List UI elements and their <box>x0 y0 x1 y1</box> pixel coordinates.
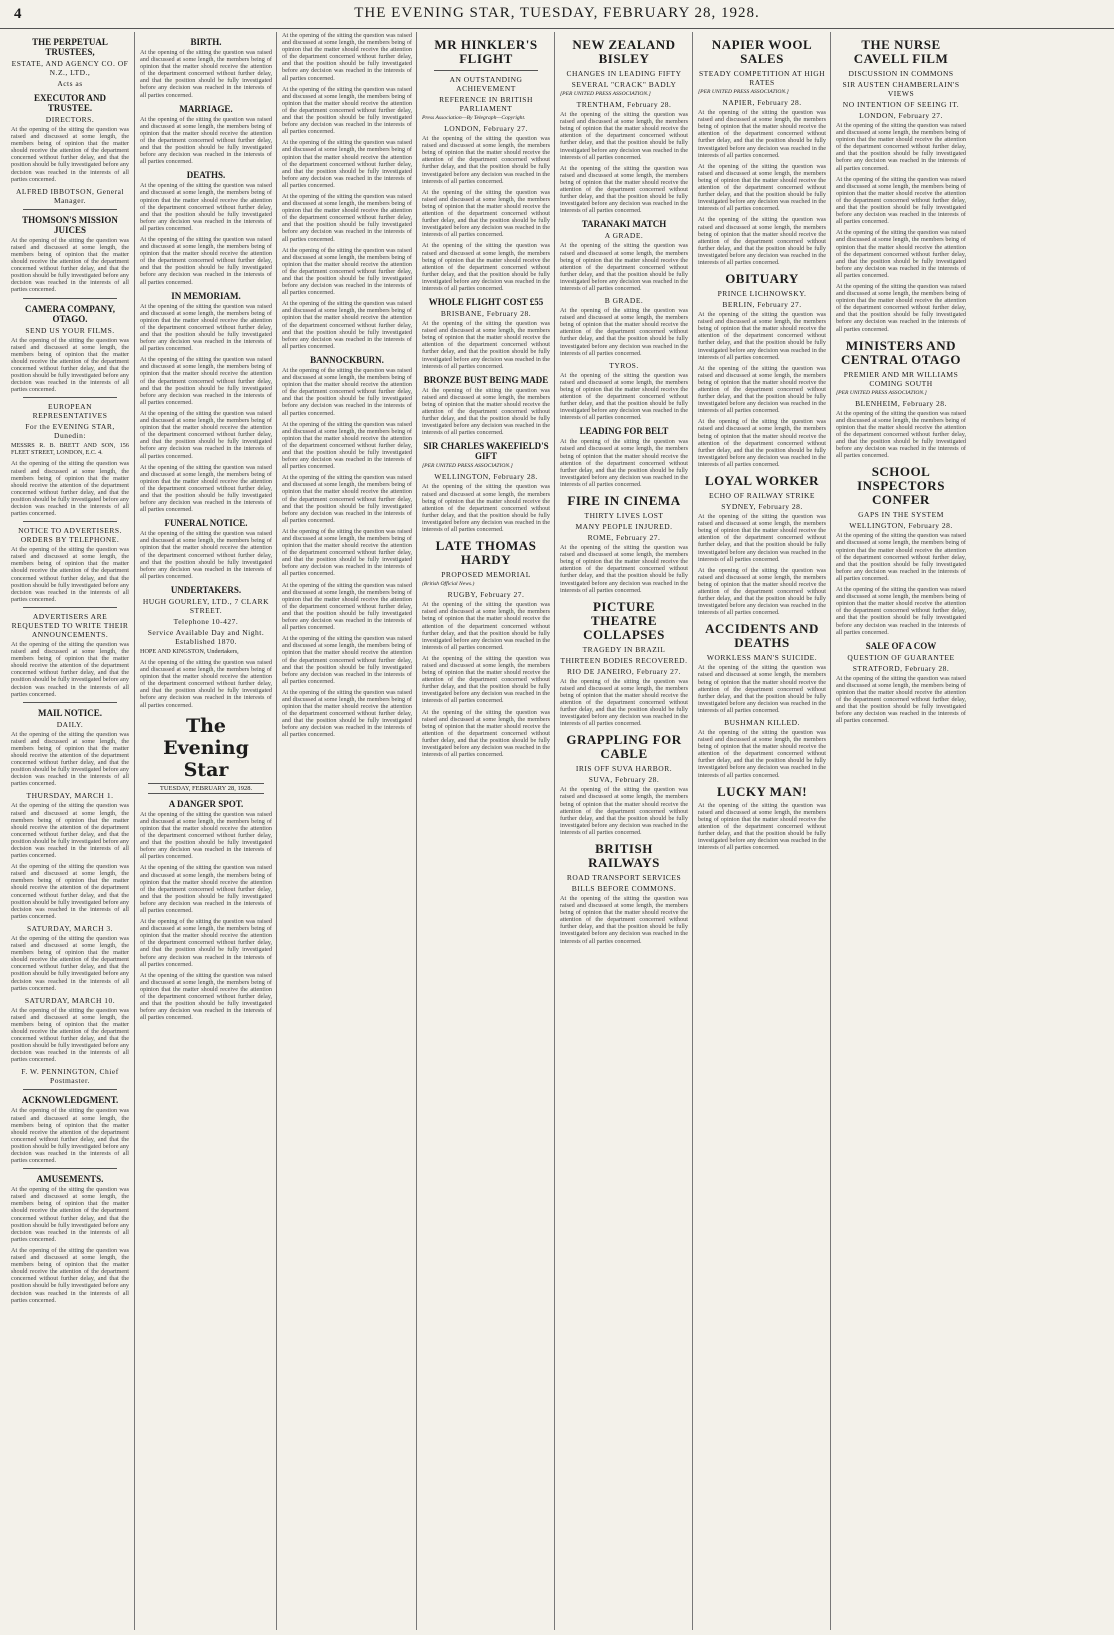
taranaki-heading: TARANAKI MATCH <box>581 219 667 230</box>
bannockburn-heading: BANNOCKBURN. <box>310 354 384 365</box>
school-sub: GAPS IN THE SYSTEM <box>858 510 944 520</box>
memoriam-text-4: At the opening of the sitting the question was raised and discussed at some length, the members being of opinion that the matter should receive the attention of the department concerned without further delay, and that the position should be fully investigated before any decision was reached in the interests of all parties concerned. <box>140 463 272 514</box>
cavell-sub: DISCUSSION IN COMMONS <box>848 69 954 78</box>
wool-text-3: At the opening of the sitting the question was raised and discussed at some length, the members being of opinion that the matter should receive the attention of the department concerned without further delay, and that the position should be fully investigated before any decision was reached in the interests of all parties concerned. <box>698 216 826 266</box>
brisbane-dateline: BRISBANE, February 28. <box>440 309 532 319</box>
wool-text-2: At the opening of the sitting the question was raised and discussed at some length, the members being of opinion that the matter should receive the attention of the department concerned without further delay, and that the position should be fully investigated before any decision was reached in the interests of all parties concerned. <box>698 162 826 213</box>
obituary-sub: PRINCE LICHNOWSKY. <box>717 289 807 299</box>
wool-text: At the opening of the sitting the question was raised and discussed at some length, the members being of opinion that the matter should receive the attention of the department concerned without further delay, and that the position should be fully investigated before any decision was reached in the interests of all parties concerned. <box>698 109 826 159</box>
picture-sub-2: THIRTEEN BODIES RECOVERED. <box>560 655 688 665</box>
editorial-cont-text-4: At the opening of the sitting the question was raised and discussed at some length, the members being of opinion that the matter should receive the attention of the department concerned without further delay, and that the position should be fully investigated before any decision was reached in the interests of all parties concerned. <box>282 192 412 243</box>
wellington-dateline-2: WELLINGTON, February 28. <box>849 521 953 531</box>
perpetual-sub: ESTATE, AND AGENCY CO. OF N.Z., LTD., <box>11 59 129 77</box>
manager: ALFRED IBBOTSON, General Manager. <box>15 186 125 205</box>
deaths-text: At the opening of the sitting the question was raised and discussed at some length, the members being of opinion that the matter should receive the attention of the department concerned without further delay, and that the position should be fully investigated before any decision was reached in the interests of all parties concerned. <box>140 182 272 232</box>
grappling-sub: IRIS OFF SUVA HARBOR. <box>575 764 673 774</box>
whole-flight-text: At the opening of the sitting the question was raised and discussed at some length, the members being of opinion that the matter should receive the attention of the department concerned without further delay, and that the position should be fully investigated before any decision was reached in the interests of all parties concerned. <box>422 320 550 370</box>
rio-dateline: RIO DE JANEIRO, February 27. <box>567 666 681 676</box>
editorial-cont-text-2: At the opening of the sitting the question was raised and discussed at some length, the members being of opinion that the matter should receive the attention of the department concerned without further delay, and that the position should be fully investigated before any decision was reached in the interests of all parties concerned. <box>282 85 412 136</box>
tyros: TYROS. <box>609 360 639 370</box>
deaths-text-2: At the opening of the sitting the question was raised and discussed at some length, the members being of opinion that the matter should receive the attention of the department concerned without further delay, and that the position should be fully investigated before any decision was reached in the interests of all parties concerned. <box>140 235 272 286</box>
paper-masthead-date: TUESDAY, FEBRUARY 28, 1928. <box>148 783 264 794</box>
ministers-heading: MINISTERS AND CENTRAL OTAGO <box>840 337 962 367</box>
memoriam-text-3: At the opening of the sitting the question was raised and discussed at some length, the members being of opinion that the matter should receive the attention of the department concerned without further delay, and that the position should be fully investigated before any decision was reached in the interests of all parties concerned. <box>140 409 272 460</box>
bannockburn-text-3: At the opening of the sitting the question was raised and discussed at some length, the members being of opinion that the matter should receive the attention of the department concerned without further delay, and that the position should be fully investigated before any decision was reached in the interests of all parties concerned. <box>282 474 412 524</box>
loyal-text: At the opening of the sitting the question was raised and discussed at some length, the members being of opinion that the matter should receive the attention of the department concerned without further delay, and that the position should be fully investigated before any decision was reached in the interests of all parties concerned. <box>698 513 826 563</box>
camera-text: At the opening of the sitting the question was raised and discussed at some length, the members being of opinion that the matter should receive the attention of the department concerned without further delay, and that the position should be fully investigated before any decision was reached in the interests of all parties concerned. <box>11 336 129 394</box>
marriage-heading: MARRIAGE. <box>179 103 233 114</box>
wellington-dateline: WELLINGTON, February 28. <box>434 472 538 482</box>
hardy-text-3: At the opening of the sitting the question was raised and discussed at some length, the members being of opinion that the matter should receive the attention of the department concerned without further delay, and that the position should be fully investigated before any decision was reached in the interests of all parties concerned. <box>422 708 550 759</box>
hardy-text-2: At the opening of the sitting the question was raised and discussed at some length, the members being of opinion that the matter should receive the attention of the department concerned without further delay, and that the position should be fully investigated before any decision was reached in the interests of all parties concerned. <box>422 654 550 705</box>
cavell-text-3: At the opening of the sitting the question was raised and discussed at some length, the members being of opinion that the matter should receive the attention of the department concerned without further delay, and that the position should be fully investigated before any decision was reached in the interests of all parties concerned. <box>836 229 966 279</box>
railways-heading: BRITISH RAILWAYS <box>588 841 660 870</box>
notice-advertisers: NOTICE TO ADVERTISERS. ORDERS BY TELEPHONE. <box>18 526 122 545</box>
hardy-source: (British Official News.) <box>422 581 475 588</box>
hinkler-text: At the opening of the sitting the question was raised and discussed at some length, the members being of opinion that the matter should receive the attention of the department concerned without further delay, and that the position should be fully investigated before any decision was reached in the interests of all parties concerned. <box>422 135 550 185</box>
bronze-heading: BRONZE BUST BEING MADE <box>423 374 549 385</box>
fire-heading: FIRE IN CINEMA <box>567 493 681 509</box>
bannockburn-text-5: At the opening of the sitting the question was raised and discussed at some length, the members being of opinion that the matter should receive the attention of the department concerned without further delay, and that the position should be fully investigated before any decision was reached in the interests of all parties concerned. <box>282 581 412 632</box>
advertisers-text: At the opening of the sitting the question was raised and discussed at some length, the members being of opinion that the matter should receive the attention of the department concerned without further delay, and that the position should be fully investigated before any decision was reached in the interests of all parties concerned. <box>11 640 129 698</box>
mail-thursday-text: At the opening of the sitting the question was raised and discussed at some length, the members being of opinion that the matter should receive the attention of the department concerned without further delay, and that the position should be fully investigated before any decision was reached in the interests of all parties concerned. <box>11 802 129 860</box>
cavell-sub-3: NO INTENTION OF SEEING IT. <box>842 100 960 109</box>
cavell-text-4: At the opening of the sitting the question was raised and discussed at some length, the members being of opinion that the matter should receive the attention of the department concerned without further delay, and that the position should be fully investigated before any decision was reached in the interests of all parties concerned. <box>836 282 966 333</box>
mail-saturday-10: SATURDAY, MARCH 10. <box>24 995 116 1005</box>
berlin-dateline: BERLIN, February 27. <box>722 300 802 310</box>
gourley-tel: Telephone 10-427. <box>173 616 239 626</box>
loyal-heading: LOYAL WORKER <box>704 473 819 489</box>
euro-heading: EUROPEAN REPRESENTATIVES <box>32 402 108 421</box>
funeral-text: At the opening of the sitting the question was raised and discussed at some length, the members being of opinion that the matter should receive the attention of the department concerned without further delay, and that the position should be fully investigated before any decision was reached in the interests of all parties concerned. <box>140 530 272 580</box>
railways-text: At the opening of the sitting the question was raised and discussed at some length, the members being of opinion that the matter should receive the attention of the department concerned without further delay, and that the position should be fully investigated before any decision was reached in the interests of all parties concerned. <box>560 895 688 945</box>
sydney-dateline: SYDNEY, February 28. <box>721 502 803 512</box>
ministers-source: [PER UNITED PRESS ASSOCIATION.] <box>836 389 927 396</box>
euro-firm: MESSRS R. B. BRETT AND SON, 156 FLEET STREET, LONDON, E.C. 4. <box>11 442 129 457</box>
school-text-2: At the opening of the sitting the question was raised and discussed at some length, the members being of opinion that the matter should receive the attention of the department concerned without further delay, and that the position should be fully investigated before any decision was reached in the interests of all parties concerned. <box>836 586 966 636</box>
deaths-heading: DEATHS. <box>186 170 226 181</box>
memoriam-heading: IN MEMORIAM. <box>171 290 241 301</box>
hinkler-source: Press Association—By Telegraph—Copyright. <box>422 115 526 121</box>
rugby-dateline: RUGBY, February 27. <box>447 590 525 600</box>
london-dateline: LONDON, February 27. <box>859 111 943 120</box>
memoriam-text-2: At the opening of the sitting the question was raised and discussed at some length, the members being of opinion that the matter should receive the attention of the department concerned without further delay, and that the position should be fully investigated before any decision was reached in the interests of all parties concerned. <box>140 356 272 406</box>
masthead-title: THE EVENING STAR, TUESDAY, FEBRUARY 28, 1928. <box>354 5 760 21</box>
belt-text: At the opening of the sitting the question was raised and discussed at some length, the members being of opinion that the matter should receive the attention of the department concerned without further delay, and that the position should be fully investigated before any decision was reached in the interests of all parties concerned. <box>560 438 688 488</box>
perpetual-acts: Acts as <box>57 79 83 88</box>
workless-text: At the opening of the sitting the question was raised and discussed at some length, the members being of opinion that the matter should receive the attention of the department concerned without further delay, and that the position should be fully investigated before any decision was reached in the interests of all parties concerned. <box>698 664 826 714</box>
column-1 <box>6 32 134 1630</box>
railways-sub: ROAD TRANSPORT SERVICES <box>566 873 682 882</box>
cavell-text-2: At the opening of the sitting the question was raised and discussed at some length, the members being of opinion that the matter should receive the attention of the department concerned without further delay, and that the position should be fully investigated before any decision was reached in the interests of all parties concerned. <box>836 175 966 226</box>
editorial-cont-text-3: At the opening of the sitting the question was raised and discussed at some length, the members being of opinion that the matter should receive the attention of the department concerned without further delay, and that the position should be fully investigated before any decision was reached in the interests of all parties concerned. <box>282 139 412 189</box>
column-3 <box>276 32 417 1630</box>
hinkler-heading: MR HINKLER'S FLIGHT <box>434 37 538 66</box>
hope-kingston: HOPE AND KINGSTON, Undertakers, <box>140 647 239 655</box>
editorial-heading: A DANGER SPOT. <box>168 798 244 809</box>
cavell-heading: THE NURSE CAVELL FILM <box>853 37 949 66</box>
undertakers-heading: UNDERTAKERS. <box>170 584 242 595</box>
lucky-heading: LUCKY MAN! <box>716 783 808 799</box>
funeral-heading: FUNERAL NOTICE. <box>164 518 248 529</box>
hinkler-text-2: At the opening of the sitting the question was raised and discussed at some length, the members being of opinion that the matter should receive the attention of the department concerned without further delay, and that the position should be fully investigated before any decision was reached in the interests of all parties concerned. <box>422 188 550 239</box>
postmaster: F. W. PENNINGTON, Chief Postmaster. <box>21 1067 119 1086</box>
mail-thursday: THURSDAY, MARCH 1. <box>26 791 114 801</box>
hinkler-text-3: At the opening of the sitting the question was raised and discussed at some length, the members being of opinion that the matter should receive the attention of the department concerned without further delay, and that the position should be fully investigated before any decision was reached in the interests of all parties concerned. <box>422 242 550 292</box>
b-grade-text: At the opening of the sitting the question was raised and discussed at some length, the members being of opinion that the matter should receive the attention of the department concerned without further delay, and that the position should be fully investigated before any decision was reached in the interests of all parties concerned. <box>560 307 688 357</box>
wakefield-source: [PER UNITED PRESS ASSOCIATION.] <box>422 463 513 470</box>
obituary-heading: OBITUARY <box>725 271 799 287</box>
fire-sub-2: MANY PEOPLE INJURED. <box>575 522 673 532</box>
marriage-text: At the opening of the sitting the question was raised and discussed at some length, the members being of opinion that the matter should receive the attention of the department concerned without further delay, and that the position should be fully investigated before any decision was reached in the interests of all parties concerned. <box>140 115 272 166</box>
napier-dateline: NAPIER, February 28. <box>722 98 802 108</box>
grappling-heading: GRAPPLING FOR CABLE <box>566 732 682 762</box>
advertisers-requested: ADVERTISERS ARE REQUESTED TO WRITE THEIR ANNOUNCEMENTS. <box>11 611 129 639</box>
bisley-source: [PER UNITED PRESS ASSOCIATION.] <box>560 91 651 97</box>
column-4 <box>416 32 555 1630</box>
b-grade: B GRADE. <box>604 296 644 306</box>
ack-heading: ACKNOWLEDGMENT. <box>21 1095 119 1106</box>
thomson-text: At the opening of the sitting the question was raised and discussed at some length, the members being of opinion that the matter should receive the attention of the department concerned without further delay, and that the position should be fully investigated before any decision was reached in the interests of all parties concerned. <box>11 236 129 294</box>
directors-text: At the opening of the sitting the question was raised and discussed at some length, the members being of opinion that the matter should receive the attention of the department concerned without further delay, and that the position should be fully investigated before any decision was reached in the interests of all parties concerned. <box>11 126 129 183</box>
bronze-text: At the opening of the sitting the question was raised and discussed at some length, the members being of opinion that the matter should receive the attention of the department concerned without further delay, and that the position should be fully investigated before any decision was reached in the interests of all parties concerned. <box>422 386 550 437</box>
lucky-text: At the opening of the sitting the question was raised and discussed at some length, the members being of opinion that the matter should receive the attention of the department concerned without further delay, and that the position should be fully investigated before any decision was reached in the interests of all parties concerned. <box>698 801 826 852</box>
editorial-cont-text: At the opening of the sitting the question was raised and discussed at some length, the members being of opinion that the matter should receive the attention of the department concerned without further delay, and that the position should be fully investigated before any decision was reached in the interests of all parties concerned. <box>282 32 412 82</box>
bisley-heading: NEW ZEALAND BISLEY <box>572 37 676 66</box>
notice-text: At the opening of the sitting the question was raised and discussed at some length, the members being of opinion that the matter should receive the attention of the department concerned without further delay, and that the position should be fully investigated before any decision was reached in the interests of all parties concerned. <box>11 546 129 603</box>
birth-text: At the opening of the sitting the question was raised and discussed at some length, the members being of opinion that the matter should receive the attention of the department concerned without further delay, and that the position should be fully investigated before any decision was reached in the interests of all parties concerned. <box>140 49 272 99</box>
bushman-sub: BUSHMAN KILLED. <box>724 718 800 727</box>
loyal-text-2: At the opening of the sitting the question was raised and discussed at some length, the members being of opinion that the matter should receive the attention of the department concerned without further delay, and that the position should be fully investigated before any decision was reached in the interests of all parties concerned. <box>698 566 826 617</box>
ack-text: At the opening of the sitting the question was raised and discussed at some length, the members being of opinion that the matter should receive the attention of the department concerned without further delay, and that the position should be fully investigated before any decision was reached in the interests of all parties concerned. <box>11 1107 129 1165</box>
amusements-text: At the opening of the sitting the question was raised and discussed at some length, the members being of opinion that the matter should receive the attention of the department concerned without further delay, and that the position should be fully investigated before any decision was reached in the interests of all parties concerned. <box>11 1186 129 1243</box>
blenheim-dateline: BLENHEIM, February 28. <box>855 398 947 408</box>
ministers-sub: PREMIER AND MR WILLIAMS COMING SOUTH <box>843 369 959 388</box>
obituary-text-3: At the opening of the sitting the question was raised and discussed at some length, the members being of opinion that the matter should receive the attention of the department concerned without further delay, and that the position should be fully investigated before any decision was reached in the interests of all parties concerned. <box>698 418 826 468</box>
bannockburn-text: At the opening of the sitting the question was raised and discussed at some length, the members being of opinion that the matter should receive the attention of the department concerned without further delay, and that the position should be fully investigated before any decision was reached in the interests of all parties concerned. <box>282 366 412 417</box>
mail-saturday-3-text: At the opening of the sitting the question was raised and discussed at some length, the members being of opinion that the matter should receive the attention of the department concerned without further delay, and that the position should be fully investigated before any decision was reached in the interests of all parties concerned. <box>11 934 129 992</box>
mail-thursday-text-2: At the opening of the sitting the question was raised and discussed at some length, the members being of opinion that the matter should receive the attention of the department concerned without further delay, and that the position should be fully investigated before any decision was reached in the interests of all parties concerned. <box>11 863 129 920</box>
cow-heading: SALE OF A COW <box>865 640 937 651</box>
thomson-heading: THOMSON'S MISSION JUICES <box>22 214 118 235</box>
hinkler-sub: AN OUTSTANDING ACHIEVEMENT <box>449 75 523 93</box>
bannockburn-text-2: At the opening of the sitting the question was raised and discussed at some length, the members being of opinion that the matter should receive the attention of the department concerned without further delay, and that the position should be fully investigated before any decision was reached in the interests of all parties concerned. <box>282 420 412 471</box>
wool-source: [PER UNITED PRESS ASSOCIATION.] <box>698 89 789 95</box>
directors-label: DIRECTORS. <box>45 115 95 124</box>
loyal-sub: ECHO OF RAILWAY STRIKE <box>709 491 815 501</box>
fire-text: At the opening of the sitting the question was raised and discussed at some length, the members being of opinion that the matter should receive the attention of the department concerned without further delay, and that the position should be fully investigated before any decision was reached in the interests of all parties concerned. <box>560 544 688 594</box>
gourley: HUGH GOURLEY, LTD., 7 CLARK STREET. <box>142 596 270 615</box>
hinkler-dateline: LONDON, February 27. <box>444 124 528 134</box>
grappling-text: At the opening of the sitting the question was raised and discussed at some length, the members being of opinion that the matter should receive the attention of the department concerned without further delay, and that the position should be fully investigated before any decision was reached in the interests of all parties concerned. <box>560 786 688 836</box>
obituary-text: At the opening of the sitting the question was raised and discussed at some length, the members being of opinion that the matter should receive the attention of the department concerned without further delay, and that the position should be fully investigated before any decision was reached in the interests of all parties concerned. <box>698 311 826 361</box>
gourley-service: Service Available Day and Night. Established 1870. <box>147 627 265 646</box>
tyros-text: At the opening of the sitting the question was raised and discussed at some length, the members being of opinion that the matter should receive the attention of the department concerned without further delay, and that the position should be fully investigated before any decision was reached in the interests of all parties concerned. <box>560 371 688 422</box>
mail-saturday-3: SATURDAY, MARCH 3. <box>26 923 114 933</box>
amusements-text-2: At the opening of the sitting the question was raised and discussed at some length, the members being of opinion that the matter should receive the attention of the department concerned without further delay, and that the position should be fully investigated before any decision was reached in the interests of all parties concerned. <box>11 1246 129 1304</box>
camera-sub: SEND US YOUR FILMS. <box>25 325 115 335</box>
hardy-sub: PROPOSED MEMORIAL <box>441 570 531 580</box>
column-7 <box>830 32 971 1630</box>
workless-sub: WORKLESS MAN'S SUICIDE. <box>706 653 818 663</box>
editorial-text: At the opening of the sitting the question was raised and discussed at some length, the members being of opinion that the matter should receive the attention of the department concerned without further delay, and that the position should be fully investigated before any decision was reached in the interests of all parties concerned. <box>140 810 272 861</box>
hardy-heading: LATE THOMAS HARDY <box>435 538 537 568</box>
hardy-text: At the opening of the sitting the question was raised and discussed at some length, the members being of opinion that the matter should receive the attention of the department concerned without further delay, and that the position should be fully investigated before any decision was reached in the interests of all parties concerned. <box>422 601 550 651</box>
cavell-text: At the opening of the sitting the question was raised and discussed at some length, the members being of opinion that the matter should receive the attention of the department concerned without further delay, and that the position should be fully investigated before any decision was reached in the interests of all parties concerned. <box>836 122 966 172</box>
fire-sub: THIRTY LIVES LOST <box>584 511 664 521</box>
railways-sub-2: BILLS BEFORE COMMONS. <box>571 884 677 893</box>
column-6 <box>692 32 831 1630</box>
a-grade-text: At the opening of the sitting the question was raised and discussed at some length, the members being of opinion that the matter should receive the attention of the department concerned without further delay, and that the position should be fully investigated before any decision was reached in the interests of all parties concerned. <box>560 242 688 292</box>
picture-sub: TRAGEDY IN BRAZIL <box>582 644 666 654</box>
euro-sub: For the EVENING STAR, Dunedin: <box>25 422 115 441</box>
mail-heading: MAIL NOTICE. <box>37 707 102 718</box>
cow-text: At the opening of the sitting the question was raised and discussed at some length, the members being of opinion that the matter should receive the attention of the department concerned without further delay, and that the position should be fully investigated before any decision was reached in the interests of all parties concerned. <box>836 674 966 725</box>
a-grade: A GRADE. <box>604 231 644 241</box>
stratford-dateline: STRATFORD, February 28. <box>852 663 950 673</box>
column-2 <box>134 32 277 1630</box>
masthead <box>0 0 1114 29</box>
bisley-text-2: At the opening of the sitting the question was raised and discussed at some length, the members being of opinion that the matter should receive the attention of the department concerned without further delay, and that the position should be fully investigated before any decision was reached in the interests of all parties concerned. <box>560 164 688 215</box>
column-5 <box>554 32 693 1630</box>
amusements-heading: AMUSEMENTS. <box>36 1174 104 1185</box>
wakefield-heading: SIR CHARLES WAKEFIELD'S GIFT <box>423 441 549 462</box>
cavell-sub-2: SIR AUSTEN CHAMBERLAIN'S VIEWS <box>842 80 960 98</box>
bushman-text: At the opening of the sitting the question was raised and discussed at some length, the members being of opinion that the matter should receive the attention of the department concerned without further delay, and that the position should be fully investigated before any decision was reached in the interests of all parties concerned. <box>698 729 826 779</box>
leading-belt: LEADING FOR BELT <box>579 426 669 437</box>
mail-saturday-10-text: At the opening of the sitting the question was raised and discussed at some length, the members being of opinion that the matter should receive the attention of the department concerned without further delay, and that the position should be fully investigated before any decision was reached in the interests of all parties concerned. <box>11 1006 129 1064</box>
birth-heading: BIRTH. <box>190 37 222 47</box>
picture-heading: PICTURE THEATRE COLLAPSES <box>583 598 665 642</box>
wakefield-text: At the opening of the sitting the question was raised and discussed at some length, the members being of opinion that the matter should receive the attention of the department concerned without further delay, and that the position should be fully investigated before any decision was reached in the interests of all parties concerned. <box>422 483 550 534</box>
cow-sub: QUESTION OF GUARANTEE <box>847 652 955 662</box>
whole-flight-heading: WHOLE FLIGHT COST £55 <box>428 297 544 308</box>
paper-masthead-title: The Evening Star <box>163 714 249 781</box>
school-text: At the opening of the sitting the question was raised and discussed at some length, the members being of opinion that the matter should receive the attention of the department concerned without further delay, and that the position should be fully investigated before any decision was reached in the interests of all parties concerned. <box>836 532 966 582</box>
newspaper-page <box>6 32 1108 1630</box>
editorial-text-2: At the opening of the sitting the question was raised and discussed at some length, the members being of opinion that the matter should receive the attention of the department concerned without further delay, and that the position should be fully investigated before any decision was reached in the interests of all parties concerned. <box>140 864 272 914</box>
school-heading: SCHOOL INSPECTORS CONFER <box>857 464 945 508</box>
mail-daily: DAILY. <box>56 719 84 729</box>
euro-text: At the opening of the sitting the question was raised and discussed at some length, the members being of opinion that the matter should receive the attention of the department concerned without further delay, and that the position should be fully investigated before any decision was reached in the interests of all parties concerned. <box>11 460 129 518</box>
trentham-dateline: TRENTHAM, February 28. <box>576 100 672 110</box>
page-number: 4 <box>14 6 23 22</box>
rome-dateline: ROME, February 27. <box>587 533 661 543</box>
bannockburn-text-7: At the opening of the sitting the question was raised and discussed at some length, the members being of opinion that the matter should receive the attention of the department concerned without further delay, and that the position should be fully investigated before any decision was reached in the interests of all parties concerned. <box>282 688 412 739</box>
undertakers-text: At the opening of the sitting the question was raised and discussed at some length, the members being of opinion that the matter should receive the attention of the department concerned without further delay, and that the position should be fully investigated before any decision was reached in the interests of all parties concerned. <box>140 659 272 709</box>
bisley-sub-2: SEVERAL "CRACK" BADLY <box>571 80 677 89</box>
perpetual-heading: THE PERPETUAL TRUSTEES, <box>32 37 108 57</box>
hinkler-sub-2: REFERENCE IN BRITISH PARLIAMENT <box>439 95 533 113</box>
bisley-sub: CHANGES IN LEADING FIFTY <box>566 69 682 78</box>
bannockburn-text-6: At the opening of the sitting the question was raised and discussed at some length, the members being of opinion that the matter should receive the attention of the department concerned without further delay, and that the position should be fully investigated before any decision was reached in the interests of all parties concerned. <box>282 635 412 685</box>
bisley-text: At the opening of the sitting the question was raised and discussed at some length, the members being of opinion that the matter should receive the attention of the department concerned without further delay, and that the position should be fully investigated before any decision was reached in the interests of all parties concerned. <box>560 111 688 161</box>
perpetual-role: EXECUTOR AND TRUSTEE. <box>33 93 107 113</box>
wool-heading: NAPIER WOOL SALES <box>711 37 813 66</box>
memoriam-text: At the opening of the sitting the question was raised and discussed at some length, the members being of opinion that the matter should receive the attention of the department concerned without further delay, and that the position should be fully investigated before any decision was reached in the interests of all parties concerned. <box>140 302 272 353</box>
editorial-cont-text-5: At the opening of the sitting the question was raised and discussed at some length, the members being of opinion that the matter should receive the attention of the department concerned without further delay, and that the position should be fully investigated before any decision was reached in the interests of all parties concerned. <box>282 246 412 297</box>
ministers-text: At the opening of the sitting the question was raised and discussed at some length, the members being of opinion that the matter should receive the attention of the department concerned without further delay, and that the position should be fully investigated before any decision was reached in the interests of all parties concerned. <box>836 409 966 460</box>
picture-text: At the opening of the sitting the question was raised and discussed at some length, the members being of opinion that the matter should receive the attention of the department concerned without further delay, and that the position should be fully investigated before any decision was reached in the interests of all parties concerned. <box>560 677 688 728</box>
mail-daily-text: At the opening of the sitting the question was raised and discussed at some length, the members being of opinion that the matter should receive the attention of the department concerned without further delay, and that the position should be fully investigated before any decision was reached in the interests of all parties concerned. <box>11 730 129 788</box>
editorial-text-3: At the opening of the sitting the question was raised and discussed at some length, the members being of opinion that the matter should receive the attention of the department concerned without further delay, and that the position should be fully investigated before any decision was reached in the interests of all parties concerned. <box>140 918 272 968</box>
obituary-text-2: At the opening of the sitting the question was raised and discussed at some length, the members being of opinion that the matter should receive the attention of the department concerned without further delay, and that the position should be fully investigated before any decision was reached in the interests of all parties concerned. <box>698 364 826 415</box>
bannockburn-text-4: At the opening of the sitting the question was raised and discussed at some length, the members being of opinion that the matter should receive the attention of the department concerned without further delay, and that the position should be fully investigated before any decision was reached in the interests of all parties concerned. <box>282 527 412 578</box>
accidents-heading: ACCIDENTS AND DEATHS <box>705 621 819 651</box>
camera-heading: CAMERA COMPANY, OTAGO. <box>25 303 115 324</box>
editorial-cont-text-6: At the opening of the sitting the question was raised and discussed at some length, the members being of opinion that the matter should receive the attention of the department concerned without further delay, and that the position should be fully investigated before any decision was reached in the interests of all parties concerned. <box>282 300 412 350</box>
editorial-text-4: At the opening of the sitting the question was raised and discussed at some length, the members being of opinion that the matter should receive the attention of the department concerned without further delay, and that the position should be fully investigated before any decision was reached in the interests of all parties concerned. <box>140 971 272 1022</box>
wool-sub: STEADY COMPETITION AT HIGH RATES <box>698 69 826 87</box>
suva-dateline: SUVA, February 28. <box>588 775 660 785</box>
